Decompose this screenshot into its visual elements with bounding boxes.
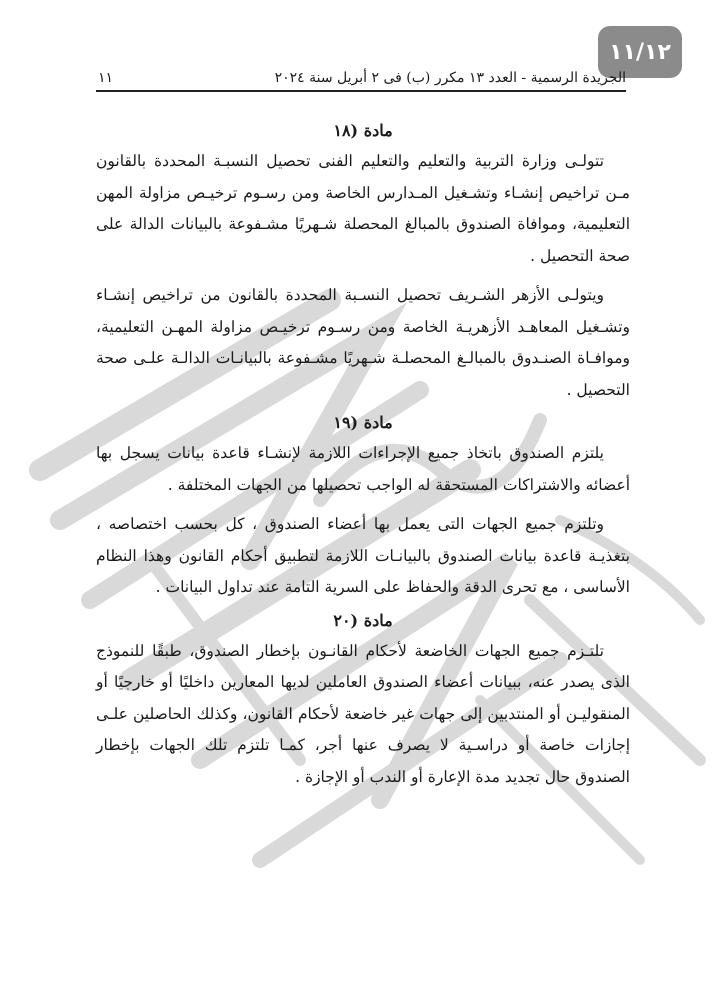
gazette-header xyxy=(96,64,626,92)
article-paragraph: ويتولـى الأزهر الشـريف تحصيل النسـبة المحددة بالقانون من تراخيص إنشـاء وتشـغيل المعاهـد الأزهريـة الخاصة ومن رسـوم ترخيـص مزاولة المهـن التعليمية، وموافـاة الصنـدوق بالمبالـغ المحصلـة شـهريًا مشـفوعة بالبيانـات الدالـة علـى صحة التحصيل . xyxy=(96,286,630,399)
article-title: مادة (٢٠ xyxy=(333,610,393,630)
article-paragraph: تتولـى وزارة التربية والتعليم والتعليم الفنى تحصيل النسبـة المحددة بالقانون مـن تراخيص إنشـاء وتشـغيل المـدارس الخاصة ومن رسـوم ترخيـص مزاولة المهن التعليمية، وموافاة الصندوق بالمبالغ المحصلة شـهريًا مشـفوعة بالبيانات الدالة على صحة التحصيل . xyxy=(96,152,630,265)
article-title: مادة (١٩ xyxy=(333,413,393,432)
article-18 xyxy=(96,116,630,406)
header-title: الجريدة الرسمية - العدد ١٣ مكرر (ب) فى ٢ أبريل سنة ٢٠٢٤ xyxy=(274,70,626,86)
page-count-badge: ١١/١٢ xyxy=(598,26,682,78)
article-title: مادة (١٨ xyxy=(333,121,393,140)
article-20 xyxy=(96,606,630,794)
article-paragraph: تلتـزم جميع الجهات الخاضعة لأحكام القانـون بإخطار الصندوق، طبقًا للنموذج الذى يصدر عنه، ببيانات أعضاء الصندوق العاملين لديها المعارين داخليًا أو خارجيًا أو المنقوليـن أو المنتدبين إلى جهات غير خاضعة لأحكام القانون، وكذلك الحاصلين علـى إجازات خاصة أو دراسـية لا يصرف عنها أجر، كمـا تلتزم تلك الجهات بإخطار الصندوق حال تجديد مدة الإعارة أو الندب أو الإجازة . xyxy=(96,641,630,786)
header-page-number: ١١ xyxy=(98,70,114,86)
article-19 xyxy=(96,408,630,604)
article-paragraph: يلتزم الصندوق باتخاذ جميع الإجراءات اللازمة لإنشـاء قاعدة بيانات يسجل بها أعضائه والاشتراكات المستحقة له الواجب تحصيلها من الجهات المختلفة . xyxy=(96,444,630,494)
document-body xyxy=(96,116,630,801)
article-paragraph: وتلتزم جميع الجهات التى يعمل بها أعضاء الصندوق ، كل بحسب اختصاصه ، بتغذيـة قاعدة بيانات الصندوق بالبيانـات اللازمة لتطبيق أحكام القانون وهذا النظام الأساسى ، مع تحرى الدقة والحفاظ على السرية التامة عند تداول البيانات . xyxy=(96,515,630,596)
